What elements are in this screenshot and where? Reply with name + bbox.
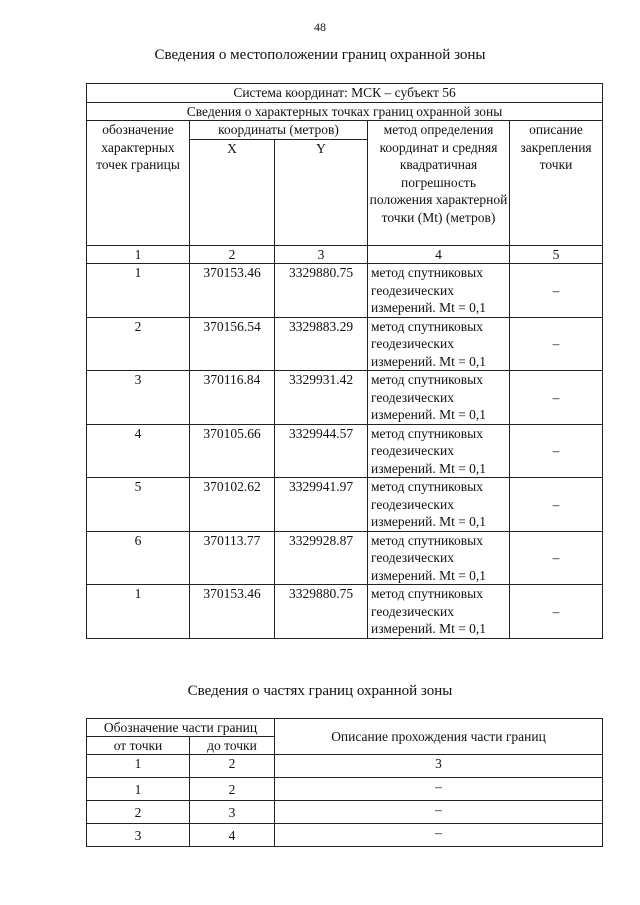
to-point: 3	[190, 801, 275, 824]
coord-x: 370113.77	[190, 531, 275, 585]
col-from: от точки	[87, 737, 190, 755]
section-title-parts: Сведения о частях границ охранной зоны	[187, 683, 453, 699]
points-header-row	[87, 102, 603, 121]
point-id: 1	[87, 264, 190, 318]
points-header: Сведения о характерных точках границ охранной зоны	[87, 102, 603, 121]
table-row	[87, 264, 603, 318]
col-num: 3	[275, 245, 368, 264]
point-id: 2	[87, 317, 190, 371]
table-row	[87, 478, 603, 532]
table-row	[87, 531, 603, 585]
point-description: –	[510, 424, 603, 478]
col-num: 3	[275, 755, 603, 778]
col-num: 2	[190, 755, 275, 778]
col-coords: координаты (метров)	[190, 121, 368, 140]
method: метод спутниковых геодезических измерений. Мt = 0,1	[368, 585, 510, 639]
coord-system: Система координат: МСК – субъект 56	[87, 84, 603, 103]
col-to: до точки	[190, 737, 275, 755]
table-row	[87, 778, 603, 801]
col-designation: обозначение характерных точек границы	[87, 121, 190, 246]
part-description: –	[275, 778, 603, 801]
coord-x: 370153.46	[190, 264, 275, 318]
method: метод спутниковых геодезических измерений. Мt = 0,1	[368, 371, 510, 425]
parts-table	[86, 718, 603, 847]
part-description: –	[275, 824, 603, 847]
header-row-1	[87, 121, 603, 140]
from-point: 3	[87, 824, 190, 847]
coord-y: 3329880.75	[275, 585, 368, 639]
page-number: 48	[314, 20, 326, 34]
col-number-row	[87, 245, 603, 264]
point-id: 5	[87, 478, 190, 532]
col-method: метод определения координат и средняя квадратичная погрешность положения характерной точки (Мt) (метров)	[368, 121, 510, 246]
coord-system-row	[87, 84, 603, 103]
point-description: –	[510, 264, 603, 318]
method: метод спутниковых геодезических измерений. Мt = 0,1	[368, 478, 510, 532]
point-id: 4	[87, 424, 190, 478]
col-y: Y	[275, 139, 368, 245]
coord-y: 3329944.57	[275, 424, 368, 478]
coord-y: 3329941.97	[275, 478, 368, 532]
coord-x: 370156.54	[190, 317, 275, 371]
coord-y: 3329928.87	[275, 531, 368, 585]
from-point: 1	[87, 778, 190, 801]
coord-y: 3329931.42	[275, 371, 368, 425]
col-description: описание закрепления точки	[510, 121, 603, 246]
method: метод спутниковых геодезических измерений. Мt = 0,1	[368, 424, 510, 478]
point-description: –	[510, 317, 603, 371]
points-table	[86, 83, 603, 639]
coord-x: 370105.66	[190, 424, 275, 478]
table-row	[87, 824, 603, 847]
table-row	[87, 317, 603, 371]
table-row	[87, 801, 603, 824]
coord-x: 370116.84	[190, 371, 275, 425]
col-num: 5	[510, 245, 603, 264]
coord-x: 370102.62	[190, 478, 275, 532]
method: метод спутниковых геодезических измерений. Мt = 0,1	[368, 264, 510, 318]
col-x: X	[190, 139, 275, 245]
point-description: –	[510, 371, 603, 425]
section-title-location: Сведения о местоположении границ охранной зоны	[154, 47, 486, 63]
col-num: 2	[190, 245, 275, 264]
col-part-description: Описание прохождения части границ	[275, 719, 603, 755]
col-num: 1	[87, 755, 190, 778]
col-part: Обозначение части границ	[87, 719, 275, 737]
coord-y: 3329883.29	[275, 317, 368, 371]
point-id: 3	[87, 371, 190, 425]
col-num: 1	[87, 245, 190, 264]
table-row	[87, 424, 603, 478]
method: метод спутниковых геодезических измерений. Мt = 0,1	[368, 317, 510, 371]
point-description: –	[510, 585, 603, 639]
part-description: –	[275, 801, 603, 824]
to-point: 2	[190, 778, 275, 801]
point-description: –	[510, 531, 603, 585]
parts-col-number-row	[87, 755, 603, 778]
coord-y: 3329880.75	[275, 264, 368, 318]
method: метод спутниковых геодезических измерений. Мt = 0,1	[368, 531, 510, 585]
parts-header-row-1	[87, 719, 603, 737]
coord-x: 370153.46	[190, 585, 275, 639]
point-id: 1	[87, 585, 190, 639]
col-num: 4	[368, 245, 510, 264]
table-row	[87, 585, 603, 639]
to-point: 4	[190, 824, 275, 847]
point-description: –	[510, 478, 603, 532]
point-id: 6	[87, 531, 190, 585]
table-row	[87, 371, 603, 425]
from-point: 2	[87, 801, 190, 824]
